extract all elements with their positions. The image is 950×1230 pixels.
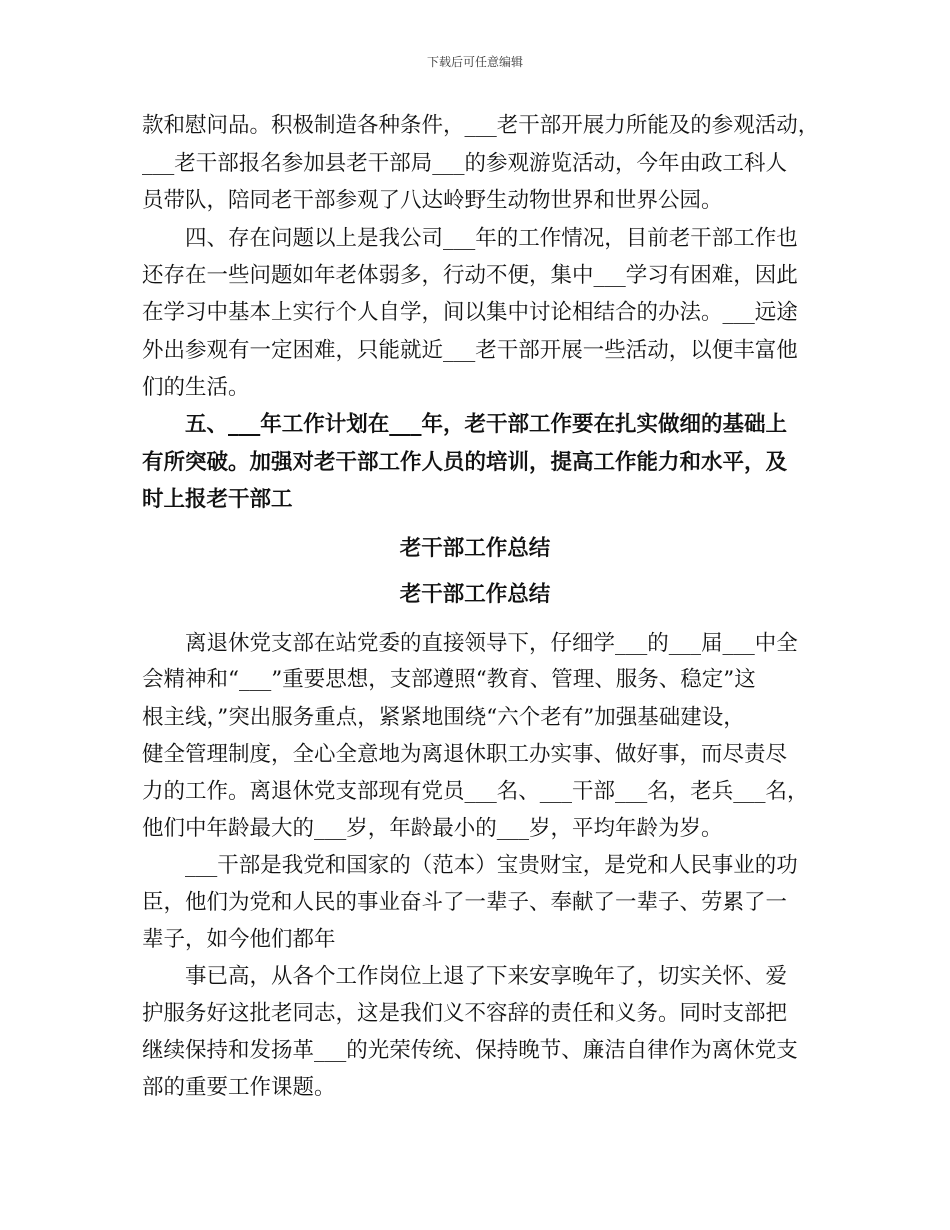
text-line: 辈子，如今他们都年 <box>142 927 336 952</box>
text-line: 继续保持和发扬革___的光荣传统、保持晚节、廉洁自律作为离休党支 <box>142 1038 798 1063</box>
text-line: 还存在一些问题如年老体弱多，行动不便，集中___学习有困难，因此 <box>142 263 798 288</box>
section-heading-line: 五、___年工作计划在___年，老干部工作要在扎实做细的基础上 <box>142 412 788 437</box>
text-line: 四、存在问题以上是我公司___年的工作情况，目前老干部工作也 <box>142 226 798 251</box>
page-header: 下载后可任意编辑 <box>426 55 523 69</box>
text-line: 离退休党支部在站党委的直接领导下，仔细学___的___届___中全 <box>142 631 798 656</box>
text-line: 臣，他们为党和人民的事业奋斗了一辈子、奉献了一辈子、劳累了一 <box>142 890 788 915</box>
text-line: 事已高，从各个工作岗位上退了下来安享晚年了，切实关怀、爱 <box>142 964 788 989</box>
text-line: 部的重要工作课题。 <box>142 1075 336 1100</box>
text-line: 员带队，陪同老干部参观了八达岭野生动物世界和世界公园。 <box>142 188 723 213</box>
text-line: 外出参观有一定困难，只能就近___老干部开展一些活动，以便丰富他 <box>142 338 798 363</box>
document-title: 老干部工作总结 <box>399 536 551 561</box>
text-line: ___干部是我党和国家的（范本）宝贵财宝，是党和人民事业的功 <box>142 853 798 878</box>
text-line: 健全管理制度，全心全意地为离退休职工办实事、做好事，而尽责尽 <box>142 742 788 767</box>
text-line: 会精神和“___”重要思想，支部遵照“教育、管理、服务、稳定”这 <box>142 667 756 692</box>
text-line: 护服务好这批老同志，这是我们义不容辞的责任和义务。同时支部把 <box>142 1001 788 1026</box>
text-line: 款和慰问品。积极制造各种条件，___老干部开展力所能及的参观活动， <box>142 113 820 138</box>
text-line: 他们中年龄最大的___岁，年龄最小的___岁，平均年龄为岁。 <box>142 816 723 841</box>
text-line: 力的工作。离退休党支部现有党员___名、___干部___名，老兵___名， <box>142 779 809 804</box>
section-heading-line: 有所突破。加强对老干部工作人员的培训，提高工作能力和水平，及 <box>142 450 788 475</box>
text-line: 们的生活。 <box>142 375 250 400</box>
text-line: 根主线，”突出服务重点，紧紧地围绕“六个老有”加强基础建设， <box>142 705 745 730</box>
text-line: 在学习中基本上实行个人自学，间以集中讨论相结合的办法。___远途 <box>142 300 798 325</box>
section-heading-line: 时上报老干部工 <box>142 487 293 512</box>
text-line: ___老干部报名参加县老干部局___的参观游览活动，今年由政工科人 <box>142 151 788 176</box>
document-subtitle: 老干部工作总结 <box>399 582 551 607</box>
